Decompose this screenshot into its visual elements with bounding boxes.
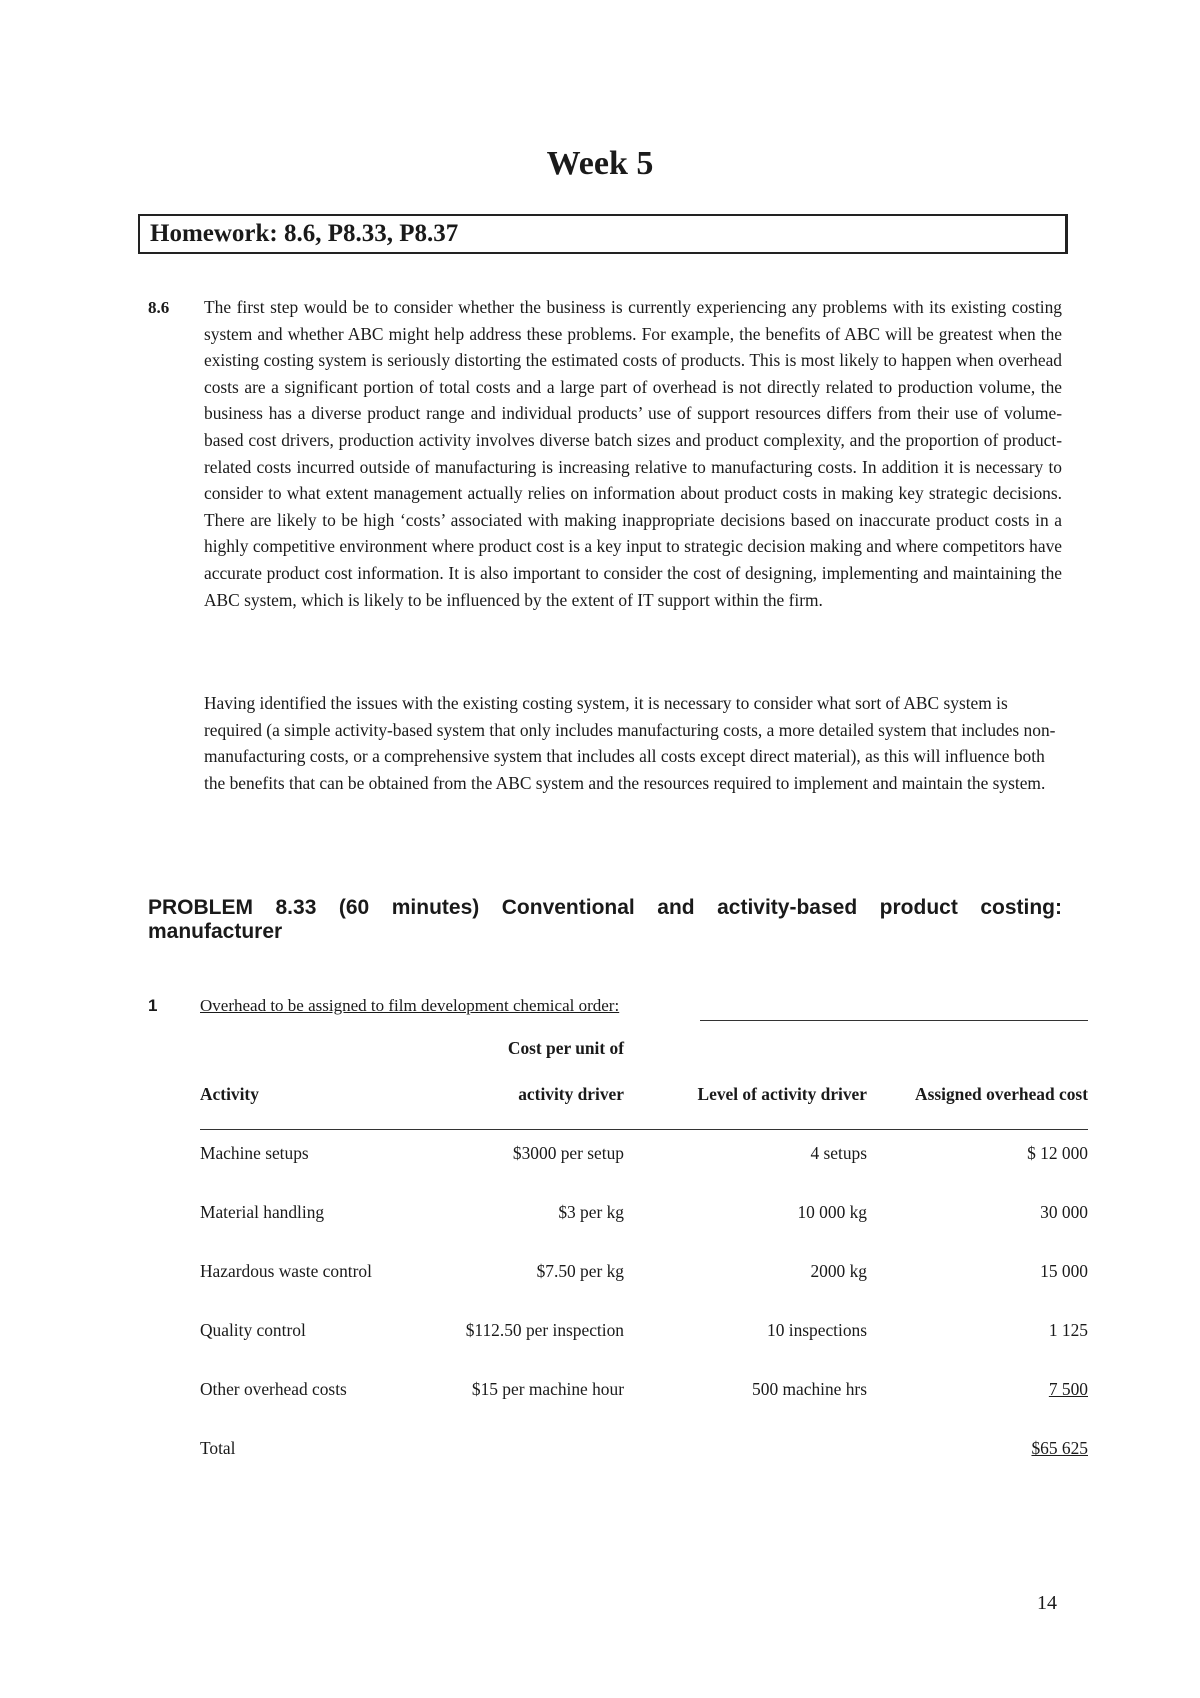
header-level: Level of activity driver bbox=[697, 1084, 867, 1104]
part-number: 1 bbox=[148, 996, 158, 1015]
table-row-activity: Machine setups bbox=[200, 1143, 309, 1163]
total-value: $65 625 bbox=[1031, 1438, 1088, 1458]
page-title: Week 5 bbox=[546, 145, 654, 182]
table-row-assigned: 15 000 bbox=[1040, 1261, 1088, 1281]
total-label: Total bbox=[200, 1438, 236, 1458]
table-row-assigned: $ 12 000 bbox=[1027, 1143, 1088, 1163]
table-row-assigned: 7 500 bbox=[1048, 1379, 1088, 1399]
table-row-assigned: 30 000 bbox=[1040, 1202, 1088, 1222]
header-activity: Activity bbox=[200, 1084, 259, 1104]
homework-box bbox=[138, 214, 1068, 254]
table-row-level: 2000 kg bbox=[810, 1261, 867, 1281]
table-row-activity: Quality control bbox=[200, 1320, 306, 1340]
homework-heading: Homework: 8.6, P8.33, P8.37 bbox=[150, 220, 459, 247]
question-number: 8.6 bbox=[148, 298, 170, 317]
table-row-cost: $15 per machine hour bbox=[471, 1379, 624, 1399]
table-row-level: 10 inspections bbox=[767, 1320, 867, 1340]
answer-paragraph-2: Having identified the issues with the existing costing system, it is necessary to consider what sort of ABC system is required (a simple activity-based system that only includes manufacturing costs, a more detailed system that includes non-manufacturing costs, or a comprehensive system that includes all costs except direct material), as this will influence both the benefits that can be obtained from the ABC system and the resources required to implement and maintain the system. bbox=[204, 693, 1056, 793]
page-number: 14 bbox=[1037, 1592, 1057, 1614]
table-row-cost: $3 per kg bbox=[558, 1202, 624, 1222]
header-assigned: Assigned overhead cost bbox=[915, 1084, 1088, 1104]
caption-rule bbox=[700, 1020, 1088, 1021]
table-row-activity: Material handling bbox=[200, 1202, 325, 1222]
table-row-activity: Hazardous waste control bbox=[200, 1261, 372, 1281]
answer-paragraph-1: The first step would be to consider whether the business is currently experiencing any problems with its existing costing system and whether ABC might help address these problems. For example, the benefits of ABC will be greatest when the existing costing system is seriously distorting the estimated costs of products. This is most likely to happen when overhead costs are a significant portion of total costs and a large part of overhead is not directly related to production volume, the business has a diverse product range and individual products’ use of support resources differs from their use of volume-based cost drivers, production activity involves diverse batch sizes and product complexity, and the proportion of product-related costs incurred outside of manufacturing is increasing relative to manufacturing costs. In addition it is necessary to consider to what extent management actually relies on information about product costs in making key strategic decisions. There are likely to be high ‘costs’ associated with making inappropriate decisions based on inaccurate product costs in a highly competitive environment where product cost is a key input to strategic decision making and where competitors have accurate product cost information. It is also important to consider the cost of designing, implementing and maintaining the ABC system, which is likely to be influenced by the extent of IT support within the firm. bbox=[204, 297, 1062, 610]
header-cost-line2: activity driver bbox=[518, 1084, 624, 1104]
table-row-level: 10 000 kg bbox=[797, 1202, 867, 1222]
table-row-cost: $7.50 per kg bbox=[536, 1261, 624, 1281]
table-row-assigned: 1 125 bbox=[1048, 1320, 1088, 1340]
table-row-level: 4 setups bbox=[810, 1143, 867, 1163]
table-caption: Overhead to be assigned to film development chemical order: bbox=[200, 996, 620, 1015]
table-row-cost: $3000 per setup bbox=[512, 1143, 624, 1163]
problem-heading: PROBLEM 8.33 (60 minutes) Conventional and activity-based product costing: manufacturer bbox=[148, 896, 1062, 943]
table-row-activity: Other overhead costs bbox=[200, 1379, 347, 1399]
header-rule bbox=[200, 1129, 1088, 1130]
table-row-level: 500 machine hrs bbox=[752, 1379, 867, 1399]
table-row-cost: $112.50 per inspection bbox=[465, 1320, 624, 1340]
header-cost-line1: Cost per unit of bbox=[507, 1038, 624, 1058]
